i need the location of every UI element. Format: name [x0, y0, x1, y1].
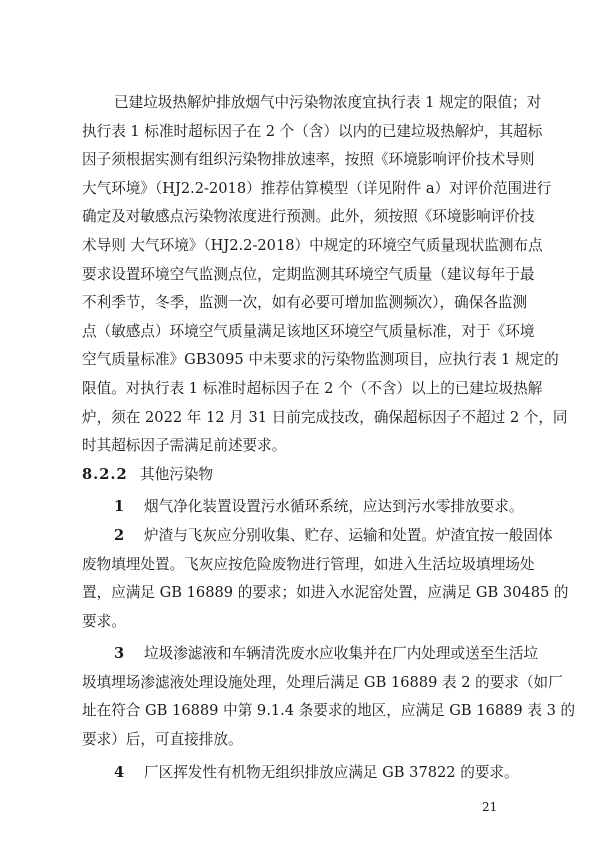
text-line: 不利季节，冬季，监测一次，如有必要可增加监测频次），确保各监测 — [82, 294, 528, 312]
text-line: 址在符合 GB 16889 中第 9.1.4 条要求的地区，应满足 GB 16889 表 3 的 — [82, 702, 576, 720]
item-text: 垃圾渗滤液和车辆清洗废水应收集并在厂内处理或送至生活垃 — [144, 645, 539, 663]
item-number: 4 — [114, 763, 125, 781]
item-3 — [82, 640, 576, 754]
section-number: 8.2.2 — [82, 465, 128, 483]
text-line: 执行表 1 标准时超标因子在 2 个（含）以内的已建垃圾热解炉，其超标 — [82, 122, 543, 140]
text-line: 时其超标因子需满足前述要求。 — [82, 437, 287, 455]
page-number: 21 — [482, 800, 498, 814]
item-text: 炉渣与飞灰应分别收集、贮存、运输和处置。炉渣宜按一般固体 — [144, 526, 553, 544]
section-heading — [82, 461, 522, 490]
item-number: 2 — [114, 526, 125, 544]
text-line — [82, 640, 539, 669]
text-line: 炉，须在 2022 年 12 月 31 日前完成技改，确保超标因子不超过 2 个，同 — [82, 408, 568, 426]
text-line — [82, 759, 522, 788]
text-line: 要求。 — [82, 612, 126, 630]
text-line: 因子须根据实测有组织污染物排放速率，按照《环境影响评价技术导则 — [82, 151, 535, 169]
text-line: 要求）后，可直接排放。 — [82, 731, 243, 749]
text-line: 大气环境》（HJ2.2-2018）推荐估算模型（详见附件 a）对评价范围进行 — [82, 179, 552, 197]
item-text: 厂区挥发性有机物无组织排放应满足 GB 37822 的要求。 — [144, 763, 519, 781]
text-line: 要求设置环境空气监测点位，定期监测其环境空气质量（建议每年于最 — [82, 265, 535, 283]
text-line: 圾填埋场渗滤液处理设施处理，处理后满足 GB 16889 表 2 的要求（如厂 — [82, 673, 563, 691]
item-number: 1 — [114, 498, 125, 516]
item-1 — [82, 493, 522, 522]
item-number: 3 — [114, 645, 125, 663]
item-text: 烟气净化装置设置污水循环系统，应达到污水零排放要求。 — [144, 498, 524, 516]
document-body — [82, 89, 576, 787]
text-line: 置，应满足 GB 16889 的要求；如进入水泥窑处置，应满足 GB 30485 的 — [82, 584, 569, 602]
text-line: 限值。对执行表 1 标准时超标因子在 2 个（不含）以上的已建垃圾热解 — [82, 379, 543, 397]
paragraph-1 — [82, 89, 568, 461]
item-4 — [82, 759, 522, 788]
text-line: 确定及对敏感点污染物浓度进行预测。此外，须按照《环境影响评价技 — [82, 208, 535, 226]
text-line: 点（敏感点）环境空气质量满足该地区环境空气质量标准，对于《环境 — [82, 322, 535, 340]
item-2 — [82, 522, 569, 636]
text-line: 废物填埋处置。飞灰应按危险废物进行管理，如进入生活垃圾填埋场处 — [82, 555, 535, 573]
section-title: 其他污染物 — [140, 465, 213, 483]
text-line — [82, 493, 522, 522]
text-line: 已建垃圾热解炉排放烟气中污染物浓度宜执行表 1 规定的限值；对 — [114, 94, 542, 111]
text-line — [82, 522, 553, 551]
text-line: 术导则 大气环境》（HJ2.2-2018）中规定的环境空气质量现状监测布点 — [82, 236, 543, 254]
text-line: 空气质量标准》GB3095 中未要求的污染物监测项目，应执行表 1 规定的 — [82, 351, 559, 369]
